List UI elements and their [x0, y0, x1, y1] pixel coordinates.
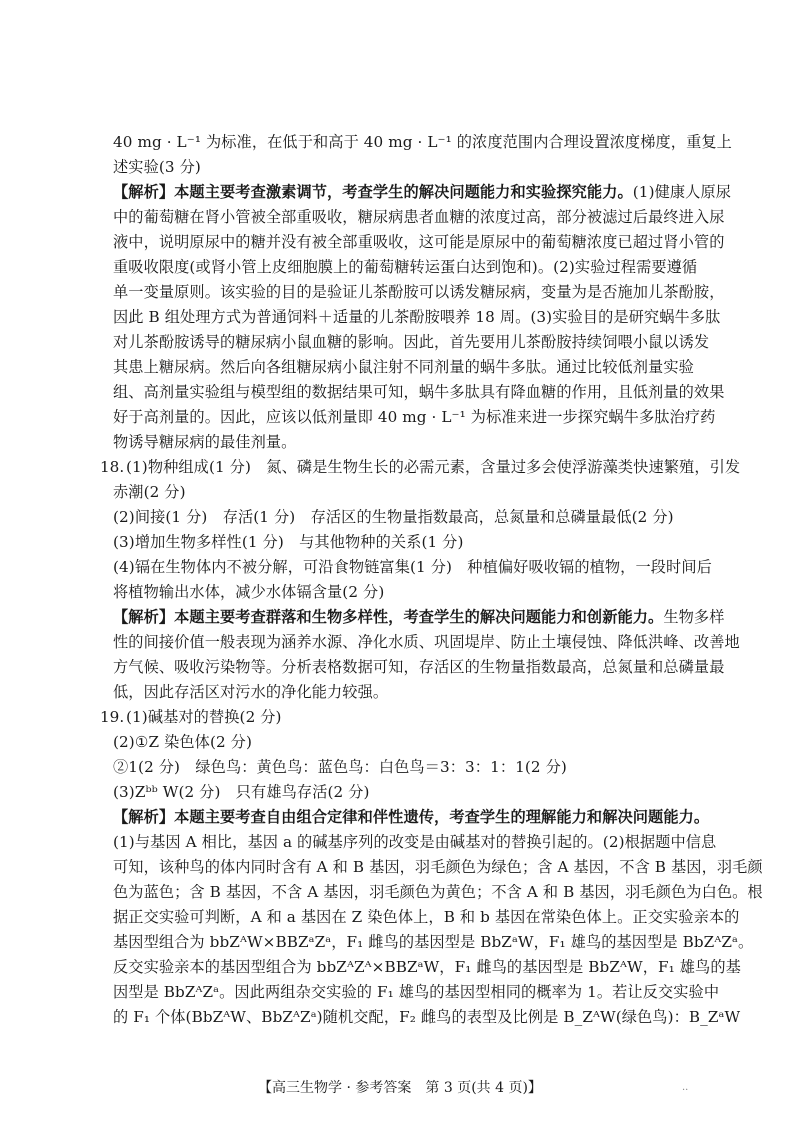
intro-line-2: 述实验(3 分) [113, 158, 201, 176]
analysis17-first-tail: (1)健康人原尿 [632, 183, 732, 201]
q19-answer-line: (1)碱基对的替换(2 分) [126, 708, 282, 726]
analysis17-line: 组、高剂量实验组与模型组的数据结果可知，蜗牛多肽具有降血糖的作用，且低剂量的效果 [113, 383, 725, 401]
q18-analysis-first-line [113, 606, 725, 628]
analysis17-line: 对儿茶酚胺诱导的糖尿病小鼠血糖的影响。因此，首先要用儿茶酚胺持续饲喂小鼠以诱发 [113, 333, 710, 351]
analysis17-line: 重吸收限度(或肾小管上皮细胞膜上的葡萄糖转运蛋白达到饱和)。(2)实验过程需要遵循 [113, 258, 698, 276]
analysis17-line: 好于高剂量的。因此，应该以低剂量即 40 mg · L⁻¹ 为标准来进一步探究蜗牛多肽治疗药 [113, 408, 716, 426]
q19-answer-line: (3)Zᵇᵇ W(2 分) 只有雄鸟存活(2 分) [113, 783, 370, 801]
q18-answer-line: (1)物种组成(1 分) 氮、磷是生物生长的必需元素，含量过多会使浮游藻类快速繁殖，引发 [126, 458, 741, 476]
q19-analysis-line: 色为蓝色；含 B 基因，不含 A 基因，羽毛颜色为黄色；不含 A 和 B 基因，羽毛颜色为白色。根 [113, 883, 763, 901]
question-18-number: 18. [100, 458, 125, 476]
q19-analysis-line: 据正交实验可判断，A 和 a 基因在 Z 染色体上，B 和 b 基因在常染色体上。正交实验亲本的 [113, 908, 740, 926]
q19-analysis-title: 【解析】本题主要考查自由组合定律和伴性遗传，考查学生的理解能力和解决问题能力。 [113, 808, 710, 826]
q18-analysis-line: 性的间接价值一般表现为涵养水源、净化水质、巩固堤岸、防止土壤侵蚀、降低洪峰、改善地 [113, 633, 740, 651]
question-19-number: 19. [100, 708, 125, 726]
q18-answer-line: (2)间接(1 分) 存活(1 分) 存活区的生物量指数最高，总氮量和总磷量最低(2 分) [113, 508, 674, 526]
q19-answer-line: ②1(2 分) 绿色鸟：黄色鸟：蓝色鸟：白色鸟＝3：3：1：1(2 分) [113, 758, 567, 776]
q18-analysis-line: 低，因此存活区对污水的净化能力较强。 [113, 683, 389, 701]
q18-answer-line: (4)镉在生物体内不被分解，可沿食物链富集(1 分) 种植偏好吸收镉的植物，一段时间后 [113, 558, 712, 576]
q18-answer-line: (3)增加生物多样性(1 分) 与其他物种的关系(1 分) [113, 533, 464, 551]
analysis17-line: 单一变量原则。该实验的目的是验证儿茶酚胺可以诱发糖尿病，变量为是否施加儿茶酚胺， [113, 283, 725, 301]
q18-analysis-title: 【解析】本题主要考查群落和生物多样性，考查学生的解决问题能力和创新能力。 [113, 608, 664, 626]
q19-analysis-line: 反交实验亲本的基因型组合为 bbZᴬZᴬ×BBZᵃW，F₁ 雌鸟的基因型是 BbZᴬW，F₁ 雄鸟的基 [113, 958, 741, 976]
q19-analysis-line: 可知，该种鸟的体内同时含有 A 和 B 基因，羽毛颜色为绿色；含 A 基因，不含 B 基因，羽毛颜 [113, 858, 763, 876]
analysis17-first-line [113, 181, 732, 203]
q18-analysis-line: 方气候、吸收污染物等。分析表格数据可知，存活区的生物量指数最高，总氮量和总磷量最 [113, 658, 725, 676]
q18-answer-line: 将植物输出水体，减少水体镉含量(2 分) [113, 583, 385, 601]
q19-answer-line: (2)①Z 染色体(2 分) [113, 733, 252, 751]
analysis17-title: 【解析】本题主要考查激素调节，考查学生的解决问题能力和实验探究能力。 [113, 183, 633, 201]
q18-answer-line: 赤潮(2 分) [113, 483, 186, 501]
analysis17-line: 物诱导糖尿病的最佳剂量。 [113, 433, 297, 451]
intro-line-1: 40 mg · L⁻¹ 为标准，在低于和高于 40 mg · L⁻¹ 的浓度范围内合理设置浓度梯度，重复上 [113, 133, 732, 151]
analysis17-line: 因此 B 组处理方式为普通饲料＋适量的儿茶酚胺喂养 18 周。(3)实验目的是研究蜗牛多肽 [113, 308, 721, 326]
analysis17-line: 液中，说明原尿中的糖并没有被全部重吸收，这可能是原尿中的葡萄糖浓度已超过肾小管的 [113, 233, 725, 251]
q18-analysis-first-tail: 生物多样 [663, 608, 725, 626]
page-footer: 【高三生物学 · 参考答案 第 3 页(共 4 页)】 [258, 1080, 542, 1096]
q19-analysis-line: 的 F₁ 个体(BbZᴬW、BbZᴬZᵃ)随机交配，F₂ 雌鸟的表型及比例是 B_ZᴬW(绿色鸟)：B_ZᵃW [113, 1008, 741, 1026]
q19-analysis-line: 因型是 BbZᴬZᵃ。因此两组杂交实验的 F₁ 雄鸟的基因型相同的概率为 1。若让反交实验中 [113, 983, 720, 1001]
q19-analysis-line: (1)与基因 A 相比，基因 a 的碱基序列的改变是由碱基对的替换引起的。(2)根据题中信息 [113, 833, 717, 851]
q19-analysis-line: 基因型组合为 bbZᴬW×BBZᵃZᵃ，F₁ 雌鸟的基因型是 BbZᵃW，F₁ 雄鸟的基因型是 BbZᴬZᵃ。 [113, 933, 754, 951]
analysis17-line: 其患上糖尿病。然后向各组糖尿病小鼠注射不同剂量的蜗牛多肽。通过比较低剂量实验 [113, 358, 694, 376]
corner-mark: ·· [682, 1085, 689, 1096]
analysis17-line: 中的葡萄糖在肾小管被全部重吸收，糖尿病患者血糖的浓度过高，部分被滤过后最终进入尿 [113, 208, 725, 226]
